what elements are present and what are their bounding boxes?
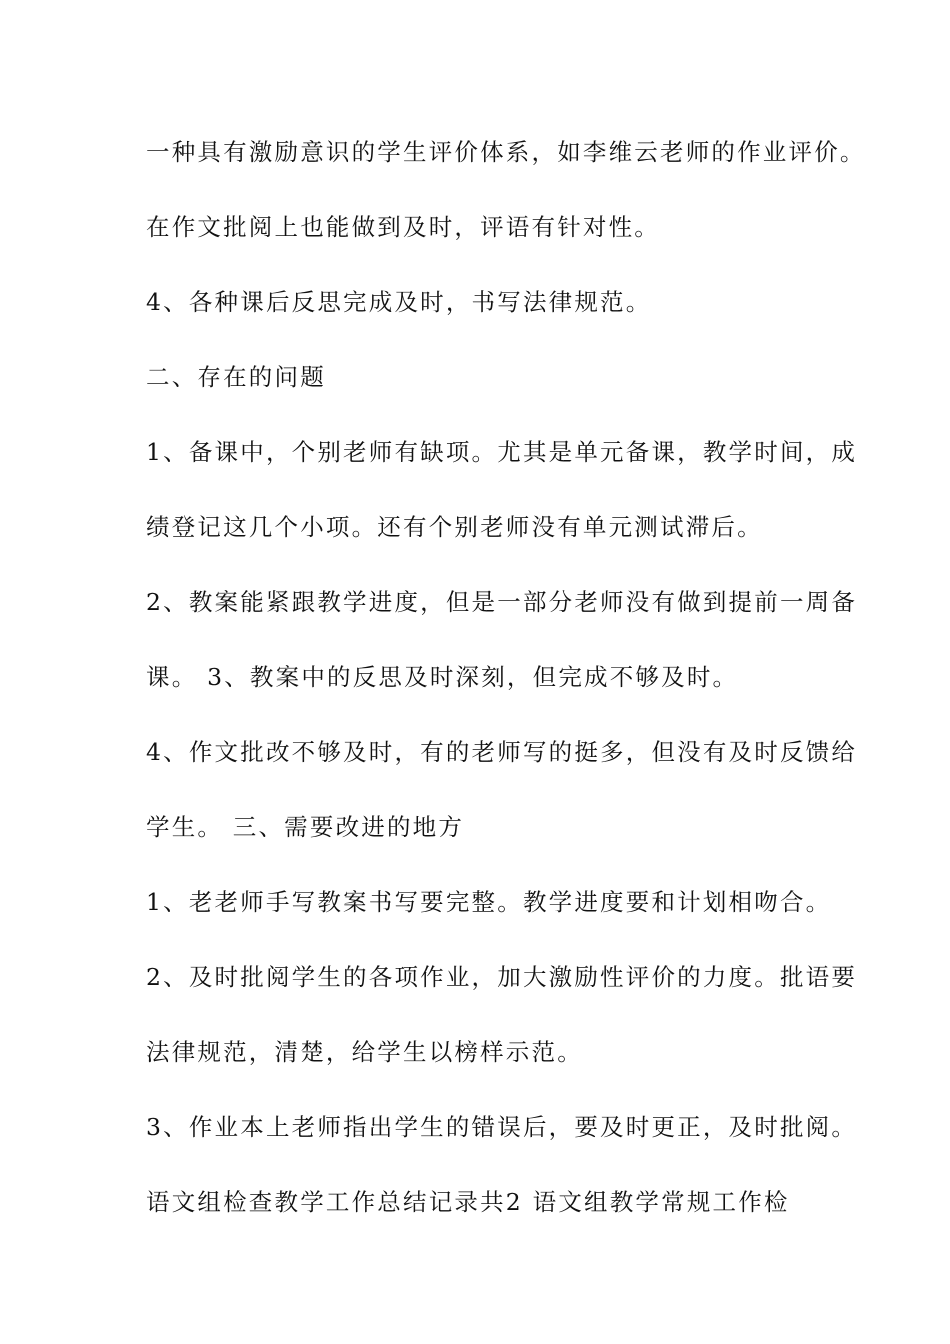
paragraph-line: 3、作业本上老师指出学生的错误后，要及时更正，及时批阅。 xyxy=(146,1113,858,1141)
paragraph-line: 语文组检查教学工作总结记录共2 语文组教学常规工作检 xyxy=(146,1188,790,1216)
section-heading: 二、存在的问题 xyxy=(146,363,326,391)
paragraph-line: 一种具有激励意识的学生评价体系，如李维云老师的作业评价。 xyxy=(146,138,866,166)
paragraph-line: 绩登记这几个小项。还有个别老师没有单元测试滞后。 xyxy=(146,513,763,541)
paragraph-line: 2、教案能紧跟教学进度，但是一部分老师没有做到提前一周备 xyxy=(146,588,858,616)
paragraph-line: 法律规范，清楚，给学生以榜样示范。 xyxy=(146,1038,583,1066)
paragraph-line: 1、老老师手写教案书写要完整。教学进度要和计划相吻合。 xyxy=(146,888,832,916)
paragraph-line: 在作文批阅上也能做到及时，评语有针对性。 xyxy=(146,213,660,241)
paragraph-line: 课。 3、教案中的反思及时深刻，但完成不够及时。 xyxy=(146,663,739,691)
paragraph-line: 学生。 三、需要改进的地方 xyxy=(146,813,465,841)
paragraph-line: 1、备课中，个别老师有缺项。尤其是单元备课，教学时间，成 xyxy=(146,438,858,466)
paragraph-line: 2、及时批阅学生的各项作业，加大激励性评价的力度。批语要 xyxy=(146,963,858,991)
paragraph-line: 4、作文批改不够及时，有的老师写的挺多，但没有及时反馈给 xyxy=(146,738,858,766)
paragraph-line: 4、各种课后反思完成及时，书写法律规范。 xyxy=(146,288,652,316)
